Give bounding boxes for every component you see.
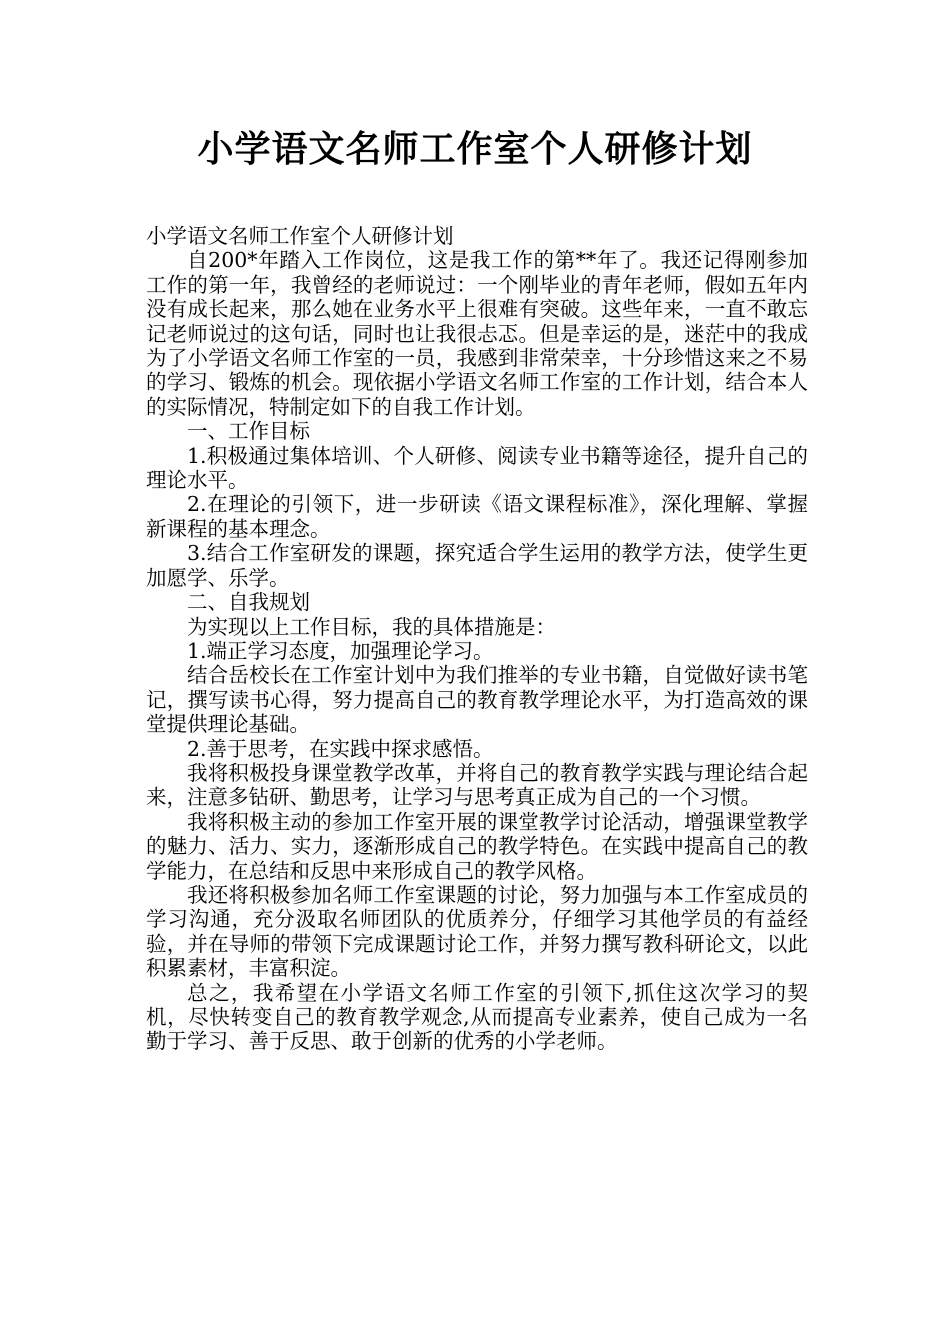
plan-intro: 为实现以上工作目标，我的具体措施是：	[187, 614, 556, 639]
plan-item-1-body: 结合岳校长在工作室计划中为我们推举的专业书籍，自觉做好读书笔记，撰写读书心得，努力提高自己的教育教学理论水平，为打造高效的课堂提供理论基础。	[146, 663, 808, 737]
goal-item-2: 2.在理论的引领下，进一步研读《语文课程标准》，深化理解、掌握新课程的基本理念。	[146, 492, 808, 541]
plan-item-2-body-b: 我将积极主动的参加工作室开展的课堂教学讨论活动，增强课堂教学的魅力、活力、实力，逐渐形成自己的教学特色。在实践中提高自己的教学能力，在总结和反思中来形成自己的教学风格。	[146, 809, 808, 883]
paragraph-intro: 自200*年踏入工作岗位，这是我工作的第**年了。我还记得刚参加工作的第一年，我曾经的老师说过：一个刚毕业的青年老师，假如五年内没有成长起来，那么她在业务水平上很难有突破。这些年来，一直不敢忘记老师说过的这句话，同时也让我很忐忑。但是幸运的是，迷茫中的我成为了小学语文名师工作室的一员，我感到非常荣幸，十分珍惜这来之不易的学习、锻炼的机会。现依据小学语文名师工作室的工作计划，结合本人的实际情况，特制定如下的自我工作计划。	[146, 248, 808, 419]
goal-item-3: 3.结合工作室研发的课题，探究适合学生运用的教学方法，使学生更加愿学、乐学。	[146, 541, 808, 590]
plan-item-2-body-c: 我还将积极参加名师工作室课题的讨论，努力加强与本工作室成员的学习沟通，充分汲取名师团队的优质养分，仔细学习其他学员的有益经验，并在导师的带领下完成课题讨论工作，并努力撰写教科研论文，以此积累素材，丰富积淀。	[146, 882, 808, 981]
document-body	[146, 224, 808, 1054]
document-title: 小学语文名师工作室个人研修计划	[197, 129, 753, 170]
goal-item-1: 1.积极通过集体培训、个人研修、阅读专业书籍等途径，提升自己的理论水平。	[146, 443, 808, 493]
paragraph-conclusion: 总之，我希望在小学语文名师工作室的引领下,抓住这次学习的契机，尽快转变自己的教育教学观念,从而提高专业素养，使自己成为一名勤于学习、善于反思、敢于创新的优秀的小学老师。	[146, 980, 808, 1054]
document-subtitle: 小学语文名师工作室个人研修计划	[146, 224, 454, 248]
plan-item-2-body-a: 我将积极投身课堂教学改革，并将自己的教育教学实践与理论结合起来，注意多钻研、勤思考，让学习与思考真正成为自己的一个习惯。	[146, 760, 808, 810]
section-heading-goals: 一、工作目标	[187, 419, 310, 444]
plan-item-1-heading: 1.端正学习态度，加强理论学习。	[187, 638, 494, 663]
section-heading-plan: 二、自我规划	[187, 590, 310, 615]
plan-item-2-heading: 2.善于思考，在实践中探求感悟。	[187, 736, 494, 761]
